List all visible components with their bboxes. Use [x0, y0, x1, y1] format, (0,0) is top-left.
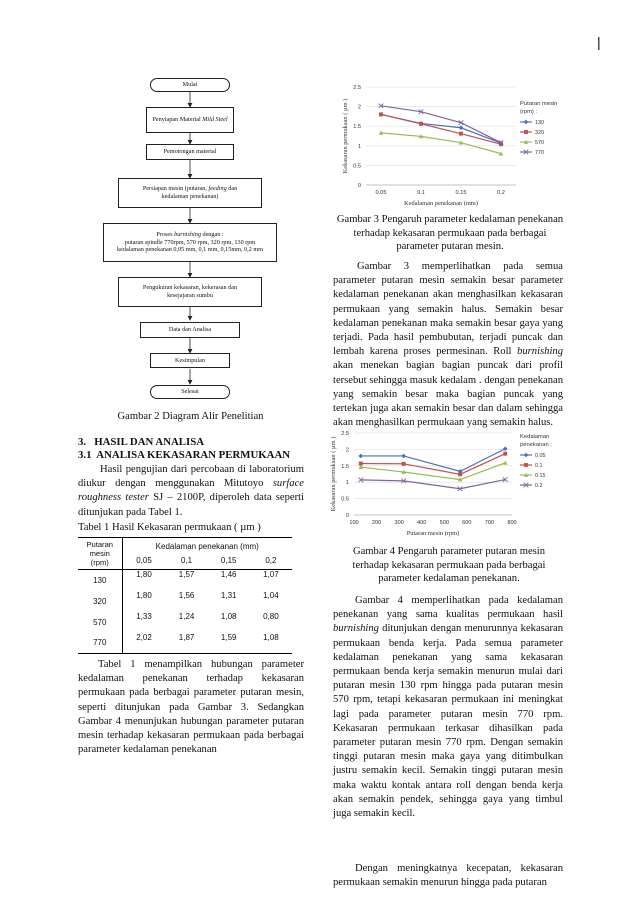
- para-2: Tabel 1 menampilkan hubungan parameter kedalaman penekanan terhadap kekasaran permukaan pada berbagai parameter putaran mesin, seperti ditunjukan pada Gambar 3. Sedangkan Gambar 4 menunjukan hubungan parameter putaran mesin terhadap kekasaran permukaan pada berbagai parameter kedalaman penekanan: [78, 659, 304, 756]
- series-line-0.2: [361, 480, 505, 489]
- table-cell-rpm: 570: [78, 612, 122, 633]
- table-header-depth-cell: 0,1: [181, 556, 193, 566]
- legend-label: 770: [535, 150, 544, 156]
- flow-machine-prep-line1: Persiapan mesin (putaran, feeding dan: [142, 185, 238, 193]
- x-tick-label: 0.05: [375, 190, 387, 196]
- flow-prep-material: [146, 107, 234, 133]
- y-tick-label: 0.5: [341, 496, 349, 503]
- flow-machine-prep-line2: kedalaman penekanan): [161, 193, 219, 200]
- table-cell: 1,80: [136, 570, 152, 579]
- table-cell: 1,31: [220, 590, 237, 600]
- table-header-depth-cell: 0,15: [220, 556, 237, 566]
- data-point-320: [419, 122, 423, 126]
- y-tick-label: 0: [357, 183, 361, 189]
- y-axis-label: Kekasaran permukaan ( µm ): [342, 98, 349, 174]
- table-cell: 1,07: [263, 570, 279, 579]
- para-1: Hasil pengujian dari percobaan di laboratorium diukur dengan menggunakan Mitutoyo surface roughness tester SJ – 2100P, diperoleh data seperti ditunjukan pada Tabel 1.: [78, 464, 304, 518]
- flow-start-label: Mulai: [182, 81, 198, 89]
- y-tick-label: 1: [357, 143, 361, 150]
- x-tick-label: 400: [417, 520, 427, 526]
- data-point-0.1: [458, 472, 462, 476]
- series-line-0.15: [361, 463, 505, 480]
- x-tick-label: 600: [462, 520, 472, 526]
- data-point-0.1: [402, 462, 406, 466]
- flow-finish-label: Selesai: [181, 388, 199, 396]
- legend-label: 570: [535, 140, 544, 146]
- chart-fig4: [330, 424, 570, 544]
- y-tick-label: 2.5: [341, 431, 349, 437]
- table-cell: 1,24: [178, 611, 195, 621]
- flow-conclusion-label: Kesimpulan: [175, 356, 205, 364]
- y-tick-label: 0.5: [353, 163, 361, 170]
- legend-label: 0.05: [535, 453, 546, 459]
- flow-measure: [118, 277, 262, 307]
- legend-marker: [524, 130, 528, 134]
- legend-label: 0.1: [535, 463, 543, 469]
- legend-title: Putaran mesin: [520, 101, 558, 107]
- table-cell-rpm: 130: [78, 570, 122, 591]
- flow-cutting: [146, 144, 234, 160]
- fig3-caption: Gambar 3 Pengaruh parameter kedalaman penekanan terhadap kekasaran permukaan pada berbagai parameter putaran mesin.: [336, 214, 564, 252]
- data-point-0.1: [503, 452, 507, 456]
- legend-label: 0.15: [535, 473, 546, 479]
- legend-marker: [524, 463, 528, 467]
- flow-prep-material-label: Penyiapan Material Mild Steel: [152, 116, 228, 124]
- x-tick-label: 0.15: [455, 190, 467, 196]
- y-axis-label: Kekasaran permukaan ( µm ): [330, 436, 337, 512]
- x-tick-label: 700: [484, 520, 495, 526]
- x-tick-label: 300: [394, 520, 404, 526]
- table-header-depth: Kedalaman penekanan (mm): [122, 538, 292, 553]
- flow-conclusion: [150, 353, 230, 368]
- data-point-320: [379, 112, 383, 116]
- legend-title: (rpm) :: [520, 109, 538, 115]
- x-tick-label: 200: [371, 520, 382, 526]
- legend-label: 0.2: [535, 483, 543, 489]
- series-line-0.05: [361, 449, 505, 472]
- table-header-rpm: Putaran mesin (rpm): [78, 538, 122, 570]
- table-cell: 1,56: [178, 590, 195, 600]
- flow-process-line3: kedalaman penekanan 0,05 mm, 0,1 mm, 0,15mm, 0,2 mm: [117, 246, 263, 254]
- y-tick-label: 2: [357, 104, 361, 111]
- flow-cutting-label: Pemotongan material: [163, 148, 217, 156]
- y-tick-label: 2.5: [353, 85, 361, 91]
- para-5: Dengan meningkatnya kecepatan, kekasaran permukaan semakin menurun hingga pada putaran: [333, 863, 563, 889]
- data-point-0.05: [503, 446, 508, 451]
- table-cell: 1,46: [220, 570, 237, 579]
- y-tick-label: 1.5: [353, 124, 361, 131]
- flow-process: [103, 223, 277, 262]
- legend-title: Kedalaman: [520, 434, 550, 440]
- section-heading: 3. HASIL DAN ANALISA: [78, 436, 204, 448]
- flow-data-label: Data dan Analisa: [168, 326, 212, 334]
- data-point-0.05: [401, 454, 406, 459]
- table-header-depth-cell: 0,05: [136, 556, 152, 566]
- table-cell: 1,59: [220, 632, 237, 642]
- subsection-heading: 3.1 ANALISA KEKASARAN PERMUKAAN: [78, 449, 291, 461]
- fig4-caption: Gambar 4 Pengaruh parameter putaran mesin terhadap kekasaran permukaan pada berbagai parameter kedalaman penekanan.: [352, 546, 546, 584]
- table-cell: 1,33: [136, 611, 152, 621]
- x-tick-label: 800: [507, 520, 517, 526]
- table-cell: 1,87: [178, 632, 195, 642]
- para-3: Gambar 3 memperlihatkan pada semua parameter putaran mesin semakin besar parameter kedalaman penekanan akan menghasilkan kekasaran permukaan yang semakin halus. Semakin besar kedalaman penekanan maka semakin besar gaya yang terjadi. Pada hasil pembubutan, terjadi puncak dan lembah karena proses permesinan. Roll burnishing akan menekan bagian bagian puncak dari profil tersebut sehingga masuk kedalam . dengan penekanan yang semakin besar maka bagian puncak yang tertekan juga akan semakin besar dan dalam sehingga akan menghasilkan permukaan yang semakin halus.: [333, 261, 563, 429]
- table-cell: 0,80: [263, 611, 279, 621]
- legend-marker: [524, 120, 529, 125]
- data-point-0.15: [503, 461, 508, 465]
- x-tick-label: 0.1: [417, 190, 425, 196]
- y-tick-label: 2: [345, 447, 349, 454]
- table-cell: 1,08: [263, 632, 279, 642]
- flow-data: [140, 322, 240, 338]
- legend-label: 320: [535, 130, 544, 136]
- table-cell-rpm: 320: [78, 591, 122, 612]
- x-axis-label: Kedalaman penekanan (mm): [404, 200, 478, 207]
- flow-machine-prep: [118, 178, 262, 208]
- table-cell-rpm: 770: [78, 633, 122, 654]
- flow-process-line2: putaran spindle 770rpm, 570 rpm, 320 rpm, 130 rpm: [124, 238, 256, 246]
- table-cell: 1,80: [136, 590, 152, 600]
- x-tick-label: 100: [349, 520, 359, 526]
- flow-process-line1: Proses burnishing dengan :: [156, 231, 224, 239]
- legend-marker: [524, 453, 529, 458]
- chart-fig3: [330, 78, 570, 210]
- fig2-caption: Gambar 2 Diagram Alir Penelitian: [117, 411, 264, 422]
- table-header-depth-cell: 0,2: [265, 556, 277, 566]
- y-tick-label: 1: [345, 480, 349, 487]
- series-line-770: [381, 106, 501, 143]
- x-tick-label: 0.2: [497, 190, 505, 196]
- x-tick-label: 500: [439, 520, 449, 526]
- flow-measure-line2: kesejajaran sumbu: [167, 292, 213, 299]
- legend-label: 130: [535, 120, 544, 126]
- legend-title: penekanan :: [520, 442, 552, 448]
- table-cell: 1,08: [220, 611, 237, 621]
- results-table: [78, 537, 292, 654]
- table-cell: 2,02: [136, 632, 152, 642]
- flow-start: [150, 78, 230, 92]
- flow-finish: [150, 385, 230, 399]
- y-tick-label: 1.5: [341, 463, 349, 470]
- data-point-320: [459, 132, 463, 136]
- table-cell: 1,57: [178, 570, 195, 579]
- data-point-0.05: [358, 454, 363, 459]
- x-axis-label: Putaran mesin (rpm): [406, 530, 460, 537]
- para-4: Gambar 4 memperlihatkan pada kedalaman penekanan yang sama kualitas permukaan hasil burnishing ditunjukan dengan menurunnya kekasaran permukaan benda kerja. Pada semua parameter kedalaman penekanan yang sama kekasaran permukaan benda kerja semakin menurun mulai dari putaran mesin 130 rpm hingga pada putaran mesin 570 rpm, tetapi kekasaran permukaan ini meningkat lagi pada parameter putaran mesin 770 rpm. Kekasaran permukaan terkasar dihasilkan pada parameter putaran mesin 770 rpm. Dengan semakin tinggi putaran mesin maka gaya yang ditimbulkan justru semakin kecil. Semakin tinggi putaran mesin maka waktu kontak antara roll dengan benda kerja akan semakin pendek, sehingga gaya yang timbul juga semakin kecil.: [333, 595, 563, 820]
- page-marker: |: [597, 34, 601, 50]
- flow-measure-line1: Pengukuran kekasaran, kekerasan dan: [142, 284, 238, 292]
- y-tick-label: 0: [345, 513, 349, 519]
- table-title: Tabel 1 Hasil Kekasaran permukaan ( µm ): [78, 522, 261, 533]
- table-cell: 1,04: [263, 590, 279, 600]
